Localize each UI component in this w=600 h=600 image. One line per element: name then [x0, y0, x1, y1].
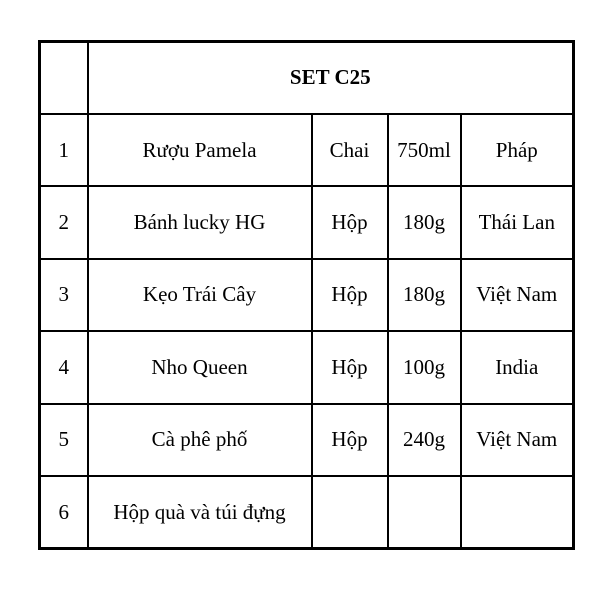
row-index: 4	[40, 331, 88, 403]
product-name: Hộp quà và túi đựng	[88, 476, 312, 548]
product-origin: Việt Nam	[461, 404, 574, 476]
product-unit: Hộp	[312, 186, 388, 258]
row-index: 2	[40, 186, 88, 258]
product-name: Kẹo Trái Cây	[88, 259, 312, 331]
product-unit: Chai	[312, 114, 388, 186]
set-title: SET C25	[88, 42, 574, 114]
product-unit	[312, 476, 388, 548]
product-quantity: 180g	[388, 259, 461, 331]
table-row	[40, 259, 574, 331]
row-index: 5	[40, 404, 88, 476]
product-quantity: 750ml	[388, 114, 461, 186]
row-index: 1	[40, 114, 88, 186]
product-unit: Hộp	[312, 404, 388, 476]
product-name: Nho Queen	[88, 331, 312, 403]
product-quantity: 240g	[388, 404, 461, 476]
row-index: 3	[40, 259, 88, 331]
product-name: Bánh lucky HG	[88, 186, 312, 258]
table-row	[40, 476, 574, 548]
table-row	[40, 186, 574, 258]
product-origin: India	[461, 331, 574, 403]
product-set-table	[38, 40, 575, 550]
product-quantity	[388, 476, 461, 548]
row-index: 6	[40, 476, 88, 548]
title-row	[40, 42, 574, 114]
product-origin: Việt Nam	[461, 259, 574, 331]
table-row	[40, 114, 574, 186]
product-origin	[461, 476, 574, 548]
product-name: Cà phê phố	[88, 404, 312, 476]
product-name: Rượu Pamela	[88, 114, 312, 186]
product-quantity: 180g	[388, 186, 461, 258]
product-origin: Thái Lan	[461, 186, 574, 258]
table-row	[40, 404, 574, 476]
table-row	[40, 331, 574, 403]
product-quantity: 100g	[388, 331, 461, 403]
product-unit: Hộp	[312, 331, 388, 403]
title-blank-cell	[40, 42, 88, 114]
product-origin: Pháp	[461, 114, 574, 186]
product-unit: Hộp	[312, 259, 388, 331]
